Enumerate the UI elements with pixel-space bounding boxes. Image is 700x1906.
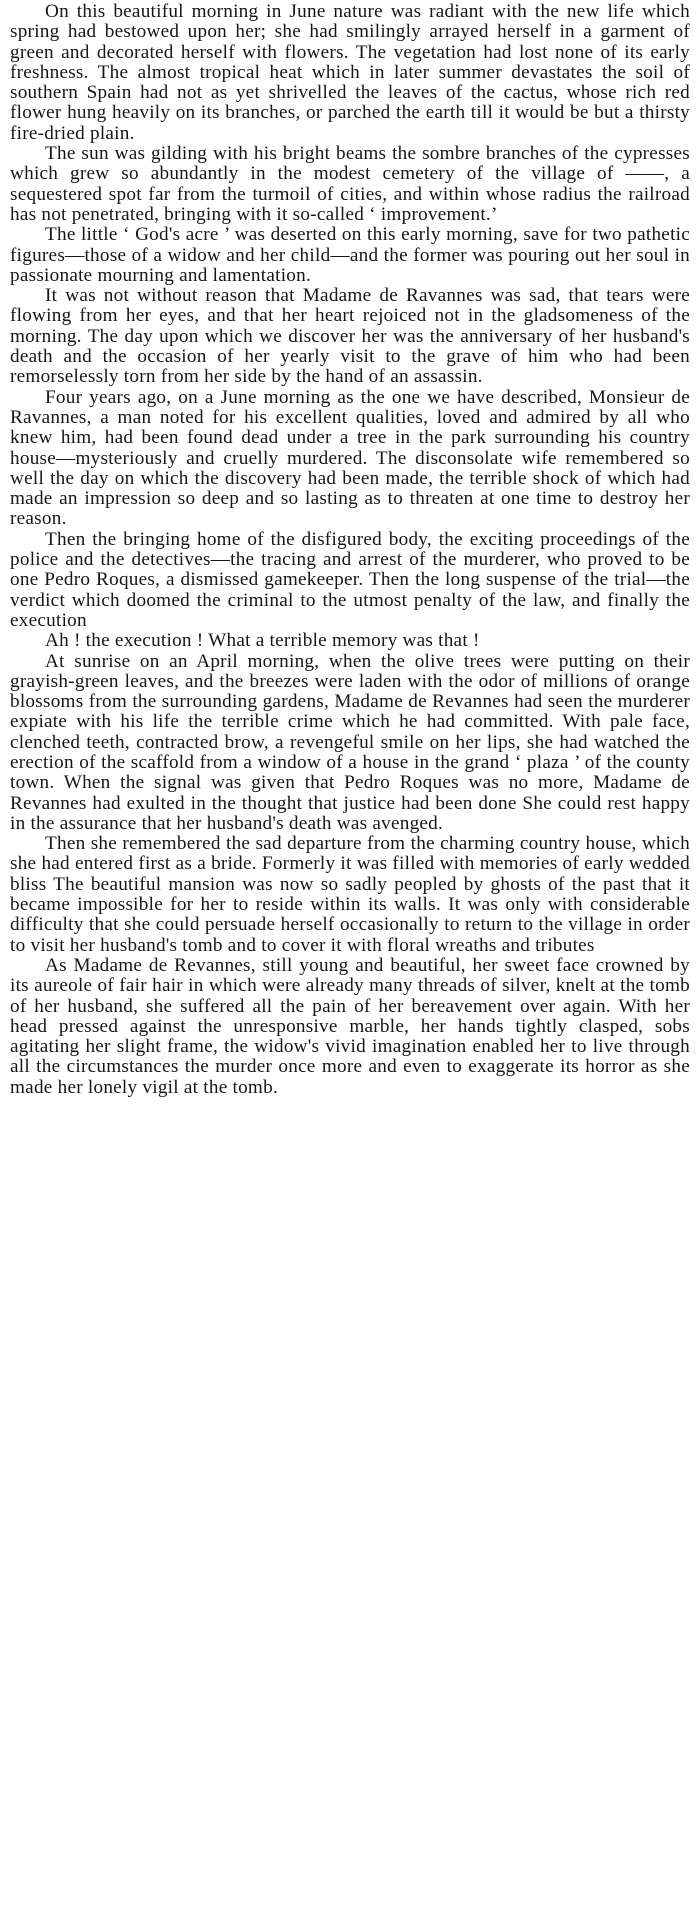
paragraph-gods-acre: The little ‘ God's acre ’ was deserted on this early morning, save for two pathetic figures—those of a widow and her child—and the former was pouring out her soul in passionate mourning and lamentation. <box>10 224 690 286</box>
paragraph-vigil: As Madame de Revannes, still young and beautiful, her sweet face crowned by its aureole of fair hair in which were already many threads of silver, knelt at the tomb of her husband, she suffered all the pain of her bereavement over again. With her head pressed against the unresponsive marble, her hands tightly clasped, sobs agitating her slight frame, the widow's vivid imagination enabled her to live through all the circumstances the murder once more and even to exaggerate its horror as she made her lonely vigil at the tomb. <box>10 954 690 1098</box>
paragraph-murder: Four years ago, on a June morning as the one we have described, Monsieur de Ravannes, a man noted for his excellent qualities, loved and admired by all who knew him, had been found dead under a tree in the park surrounding his country house—mysteriously and cruelly murdered. The disconsolate wife remembered so well the day on which the discovery had been made, the terrible shock of which had made an impression so deep and so lasting as to threaten at one time to destroy her reason. <box>10 386 690 530</box>
paragraph-execution: At sunrise on an April morning, when the olive trees were putting on their grayish-green leaves, and the breezes were laden with the odor of millions of orange blossoms from the surrounding gardens, Madame de Revannes had seen the murderer expiate with his life the terrible crime which he had committed. With pale face, clenched teeth, contracted brow, a revengeful smile on her lips, she had watched the erection of the scaffold from a window of a house in the grand ‘ plaza ’ of the county town. When the signal was given that Pedro Roques was no more, Madame de Revannes had exulted in the thought that justice had been done She could rest happy in the assurance that her husband's death was avenged. <box>10 650 690 834</box>
paragraph-departure: Then she remembered the sad departure from the charming country house, which she had entered first as a bride. Formerly it was filled with memories of early wedded bliss The beautiful mansion was now so sadly peopled by ghosts of the past that it became impossible for her to reside within its walls. It was only with considerable difficulty that she could persuade herself occasionally to return to the village in order to visit her husband's tomb and to cover it with floral wreaths and tributes <box>10 833 690 956</box>
paragraph-cemetery: The sun was gilding with his bright beams the sombre branches of the cypresses which grew so abundantly in the modest cemetery of the village of ——, a sequestered spot far from the turmoil of cities, and within whose radius the railroad has not penetrated, bringing with it so-called ‘ improvement.’ <box>10 143 690 225</box>
paragraph-anniversary: It was not without reason that Madame de Ravannes was sad, that tears were flowing from her eyes, and that her heart rejoiced not in the gladsomeness of the morning. The day upon which we discover her was the anniversary of her husband's death and the occasion of her yearly visit to the grave of him who had been remorselessly torn from her side by the hand of an assassin. <box>10 285 690 388</box>
paragraph-execution-memory: Ah ! the execution ! What a terrible memory was that ! <box>45 630 480 652</box>
paragraph-trial: Then the bringing home of the disfigured body, the exciting proceedings of the police and the detectives—the tracing and arrest of the murderer, who proved to be one Pedro Roques, a dismissed gamekeeper. Then the long suspense of the trial—the verdict which doomed the criminal to the utmost penalty of the law, and finally the execution <box>10 528 690 631</box>
paragraph-june-morning: On this beautiful morning in June nature was radiant with the new life which spring had bestowed upon her; she had smilingly arrayed herself in a garment of green and decorated herself with flowers. The vegetation had lost none of its early freshness. The almost tropical heat which in later summer devastates the soil of southern Spain had not as yet shrivelled the leaves of the cactus, whose rich red flower hung heavily on its branches, or parched the earth till it would be but a thirsty fire-dried plain. <box>10 1 690 144</box>
article-column <box>10 2 690 1098</box>
